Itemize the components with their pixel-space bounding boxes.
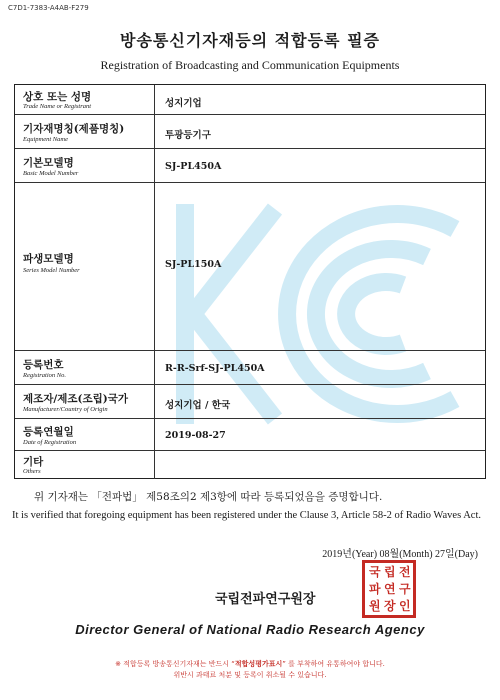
label-manufacturer: 제조자/제조(조립)국가	[23, 393, 129, 405]
registration-table	[14, 84, 486, 479]
row-others	[15, 451, 485, 479]
label-trade-name: 상호 또는 성명	[23, 91, 92, 103]
director-title: Director General of National Radio Research Agency	[75, 622, 425, 637]
notice-line-2: 위반시 과태료 처분 및 등록이 취소될 수 있습니다.	[173, 671, 327, 679]
value-registration-no: R-R-Srf-SJ-PL450A	[165, 363, 265, 374]
row-basic-model	[15, 149, 485, 183]
label-registration-no: 등록번호	[23, 359, 64, 371]
label-basic-model: 기본모델명	[23, 157, 74, 169]
value-trade-name: 성지기업	[165, 98, 202, 109]
label-others: 기타	[23, 456, 44, 468]
label-series-model: 파생모델명	[23, 253, 74, 265]
label-equipment-name-en: Equipment Name	[23, 136, 68, 143]
row-series-model	[15, 183, 485, 351]
value-series-model: SJ-PL150A	[165, 259, 222, 270]
label-basic-model-en: Basic Model Number	[23, 170, 79, 177]
value-manufacturer: 성지기업 / 한국	[165, 400, 231, 411]
statement-korean: 위 기자재는 「전파법」 제58조의2 제3항에 따라 등록되었음을 증명합니다.	[34, 491, 383, 503]
serial-number: C7D1-7383-A4AB-F279	[8, 4, 89, 12]
label-date-of-registration-en: Date of Registration	[23, 439, 77, 446]
value-date-of-registration: 2019-08-27	[165, 430, 226, 441]
row-date-of-registration	[15, 419, 485, 451]
official-seal-stamp: 국 립 전 파 연 구 원 장 인	[362, 560, 416, 618]
row-registration-no	[15, 351, 485, 385]
notice-line-1: ※ 적합등록 방송통신기자재는 반드시 “적합성평가표시” 를 부착하여 유통하여야 합니다.	[115, 660, 385, 668]
label-series-model-en: Series Model Number	[23, 267, 80, 274]
notice-text	[0, 659, 500, 681]
value-basic-model: SJ-PL450A	[165, 161, 222, 172]
row-trade-name	[15, 85, 485, 115]
label-date-of-registration: 등록연월일	[23, 426, 74, 438]
issuer-korean: 국립전파연구원장	[215, 592, 316, 607]
label-registration-no-en: Registration No.	[23, 372, 66, 379]
label-others-en: Others	[23, 468, 41, 475]
title-korean: 방송통신기자재등의 적합등록 필증	[120, 31, 380, 50]
label-manufacturer-en: Manufacturer/Country of Origin	[23, 406, 108, 413]
title-english: Registration of Broadcasting and Communication Equipments	[100, 58, 400, 72]
issue-date: 2019년(Year) 08월(Month) 27일(Day)	[322, 549, 478, 560]
row-equipment-name	[15, 115, 485, 149]
statement-english: It is verified that foregoing equipment has been registered under the Clause 3, Article 58-2 of Radio Waves Act.	[12, 510, 481, 521]
label-equipment-name: 기자재명칭(제품명칭)	[23, 123, 125, 135]
value-equipment-name: 투광등기구	[165, 130, 211, 141]
label-trade-name-en: Trade Name or Registrant	[23, 103, 92, 110]
row-manufacturer	[15, 385, 485, 419]
